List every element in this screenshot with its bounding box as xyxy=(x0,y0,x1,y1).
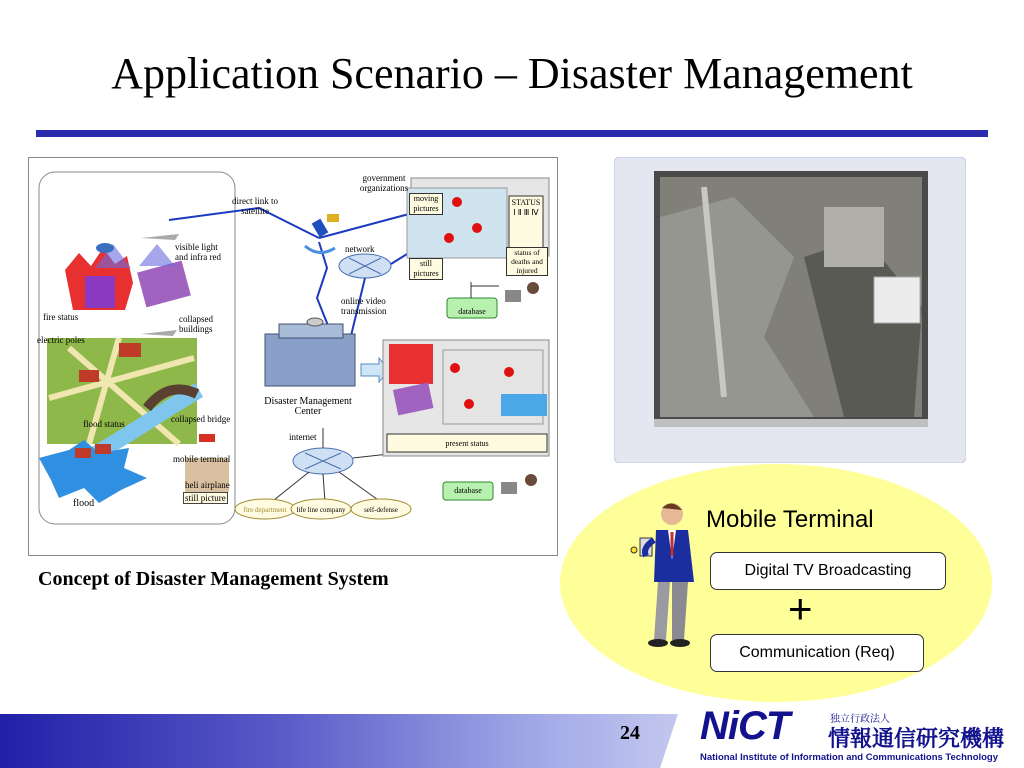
logo-english-name: National Institute of Information and Communications Technology xyxy=(700,752,999,763)
label-mobile-terminal: mobile terminal xyxy=(173,454,231,464)
label-heli-airplane: heli airplane xyxy=(185,480,230,490)
disaster-system-diagram xyxy=(28,157,558,556)
title-underline xyxy=(36,130,988,137)
house-icon xyxy=(119,343,141,357)
mobile-terminal-title: Mobile Terminal xyxy=(706,506,874,533)
label-collapsed-buildings: collapsed buildings xyxy=(179,314,213,334)
label-government-organizations: government organizations xyxy=(359,173,409,193)
label-still-pictures: still pictures xyxy=(409,258,443,280)
label-database-bottom: database xyxy=(454,486,482,495)
label-life-line: life line company xyxy=(296,506,346,514)
businessman-icon xyxy=(626,500,708,650)
house-icon xyxy=(95,444,111,454)
label-network: network xyxy=(345,244,375,254)
label-fire-department: fire department xyxy=(243,506,287,514)
label-dmc: Disaster Management Center xyxy=(264,396,352,417)
label-still-picture: still picture xyxy=(185,493,226,503)
terminal-screen-photo xyxy=(614,157,966,463)
label-direct-link: direct link to satellite xyxy=(232,196,278,216)
digital-tv-broadcasting-box: Digital TV Broadcasting xyxy=(710,552,946,590)
label-database-top: database xyxy=(458,307,486,316)
label-present-status: present status xyxy=(445,439,489,448)
helicopter-icon xyxy=(96,243,114,253)
label-electric-poles: electric poles xyxy=(37,335,85,345)
house-icon xyxy=(75,448,91,458)
label-fire-status: fire status xyxy=(43,312,79,322)
operator-computer-icon xyxy=(505,290,521,302)
car-icon xyxy=(199,434,215,442)
diagram-caption: Concept of Disaster Management System xyxy=(38,568,389,590)
communication-box: Communication (Req) xyxy=(710,634,924,672)
label-flood-status: flood status xyxy=(83,419,125,429)
dmc-building-icon xyxy=(265,334,355,386)
page-number: 24 xyxy=(620,722,640,744)
label-collapsed-bridge: collapsed bridge xyxy=(171,414,231,424)
operator-icon xyxy=(527,282,539,294)
footer-gradient-bar xyxy=(0,714,700,768)
label-flood: flood xyxy=(73,498,95,509)
label-self-defense: self-defense xyxy=(364,506,398,514)
slide-title: Application Scenario – Disaster Management xyxy=(111,49,913,98)
label-online-video: online video transmission xyxy=(341,296,387,316)
label-status-deaths: status of deaths and injured xyxy=(506,247,548,276)
burning-building-icon xyxy=(85,276,115,308)
logo-kanji: 情報通信研究機構 xyxy=(828,727,1005,752)
plus-sign: + xyxy=(788,585,813,632)
label-status-levels: Ⅰ Ⅱ Ⅲ Ⅳ xyxy=(513,208,539,217)
logo-org-type: 独立行政法人 xyxy=(830,714,890,725)
label-visible-light: visible light and infra red xyxy=(175,242,221,262)
label-status: STATUS xyxy=(511,198,541,207)
nict-logo: NiCT xyxy=(700,704,790,748)
label-moving-pictures: moving pictures xyxy=(409,193,443,215)
house-icon xyxy=(79,370,99,382)
label-internet: internet xyxy=(289,432,317,442)
